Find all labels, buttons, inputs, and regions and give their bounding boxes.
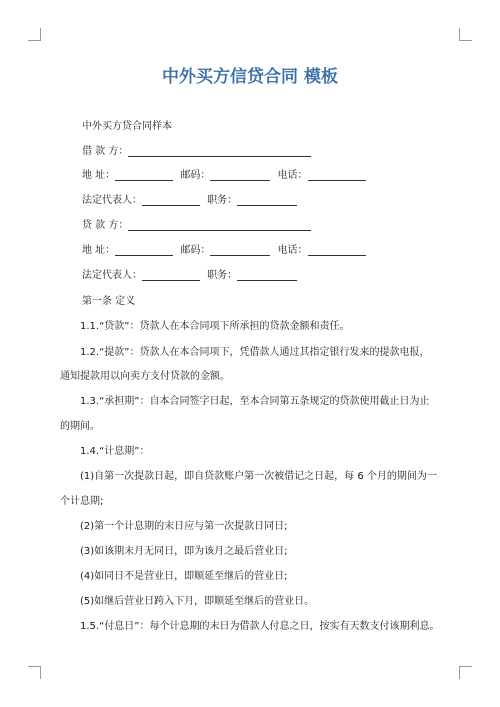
borrower-phone-label: 电话： (277, 170, 308, 181)
borrower-address-row (82, 166, 366, 181)
lender-address-label: 地 址： (82, 245, 116, 256)
borrower-position-label: 职务： (207, 195, 238, 206)
borrower-name-label: 借 款 方： (82, 146, 129, 157)
borrower-rep-row (82, 191, 297, 206)
lender-address-field[interactable] (115, 245, 173, 256)
article-1-heading: 第一条 定义 (82, 296, 136, 307)
clause-1-4-item-3: (3)如该期末月无同日，即为该月之最后营业日; (80, 546, 288, 557)
lender-name-label: 贷 款 方： (82, 220, 129, 231)
clause-1-2-line1: 1.2.“提款”：贷款人在本合同项下，凭借款人通过其指定银行发来的提款电报， (80, 347, 430, 358)
crop-mark-top-left (28, 28, 41, 41)
lender-address-row (82, 241, 366, 256)
clause-1-4-item-1-line2: 个计息期; (60, 496, 104, 507)
borrower-postcode-field[interactable] (210, 170, 270, 181)
lender-rep-label: 法定代表人： (82, 270, 142, 281)
lender-postcode-field[interactable] (210, 245, 270, 256)
subtitle: 中外买方贷合同样本 (82, 121, 172, 132)
borrower-address-label: 地 址： (82, 170, 116, 181)
lender-name-field[interactable] (128, 220, 311, 231)
borrower-postcode-label: 邮码： (180, 170, 211, 181)
lender-phone-field[interactable] (308, 245, 366, 256)
clause-1-2-line2: 通知提款用以向卖方支付贷款的金额。 (60, 371, 230, 382)
clause-1-4: 1.4.“计息期”： (80, 446, 150, 457)
lender-postcode-label: 邮码： (180, 245, 211, 256)
borrower-name-field[interactable] (128, 146, 311, 157)
borrower-rep-label: 法定代表人： (82, 195, 142, 206)
borrower-phone-field[interactable] (308, 170, 366, 181)
document-title: 中外买方信贷合同 模板 (162, 67, 338, 87)
clause-1-1: 1.1.“贷款”：贷款人在本合同项下所承担的贷款金额和责任。 (80, 321, 350, 332)
borrower-address-field[interactable] (115, 170, 173, 181)
lender-name-row (82, 216, 311, 231)
crop-mark-top-right (459, 28, 472, 41)
crop-mark-bottom-left (28, 666, 41, 679)
lender-rep-row (82, 266, 297, 281)
lender-rep-field[interactable] (142, 270, 200, 281)
borrower-name-row (82, 142, 311, 157)
lender-position-field[interactable] (237, 270, 297, 281)
borrower-rep-field[interactable] (142, 195, 200, 206)
lender-phone-label: 电话： (277, 245, 308, 256)
clause-1-4-item-5: (5)如继后营业日跨入下月，即顺延至继后的营业日。 (80, 596, 315, 607)
clause-1-4-item-1-line1: (1)自第一次提款日起，即自贷款账户第一次被借记之日起，每 6 个月的期间为一 (80, 471, 437, 482)
borrower-position-field[interactable] (237, 195, 297, 206)
clause-1-5: 1.5.“付息日”：每个计息期的末日为借款人付息之日，按实有天数支付该期利息。 (80, 621, 440, 632)
lender-position-label: 职务： (207, 270, 238, 281)
crop-mark-bottom-right (459, 666, 472, 679)
clause-1-4-item-2: (2)第一个计息期的末日应与第一次提款日同日; (80, 521, 288, 532)
clause-1-3-line2: 的期间。 (60, 421, 100, 432)
clause-1-4-item-4: (4)如同日不是营业日，即顺延至继后的营业日; (80, 571, 288, 582)
clause-1-3-line1: 1.3.“承担期”：自本合同签字日起，至本合同第五条规定的贷款使用截止日为止 (80, 396, 430, 407)
